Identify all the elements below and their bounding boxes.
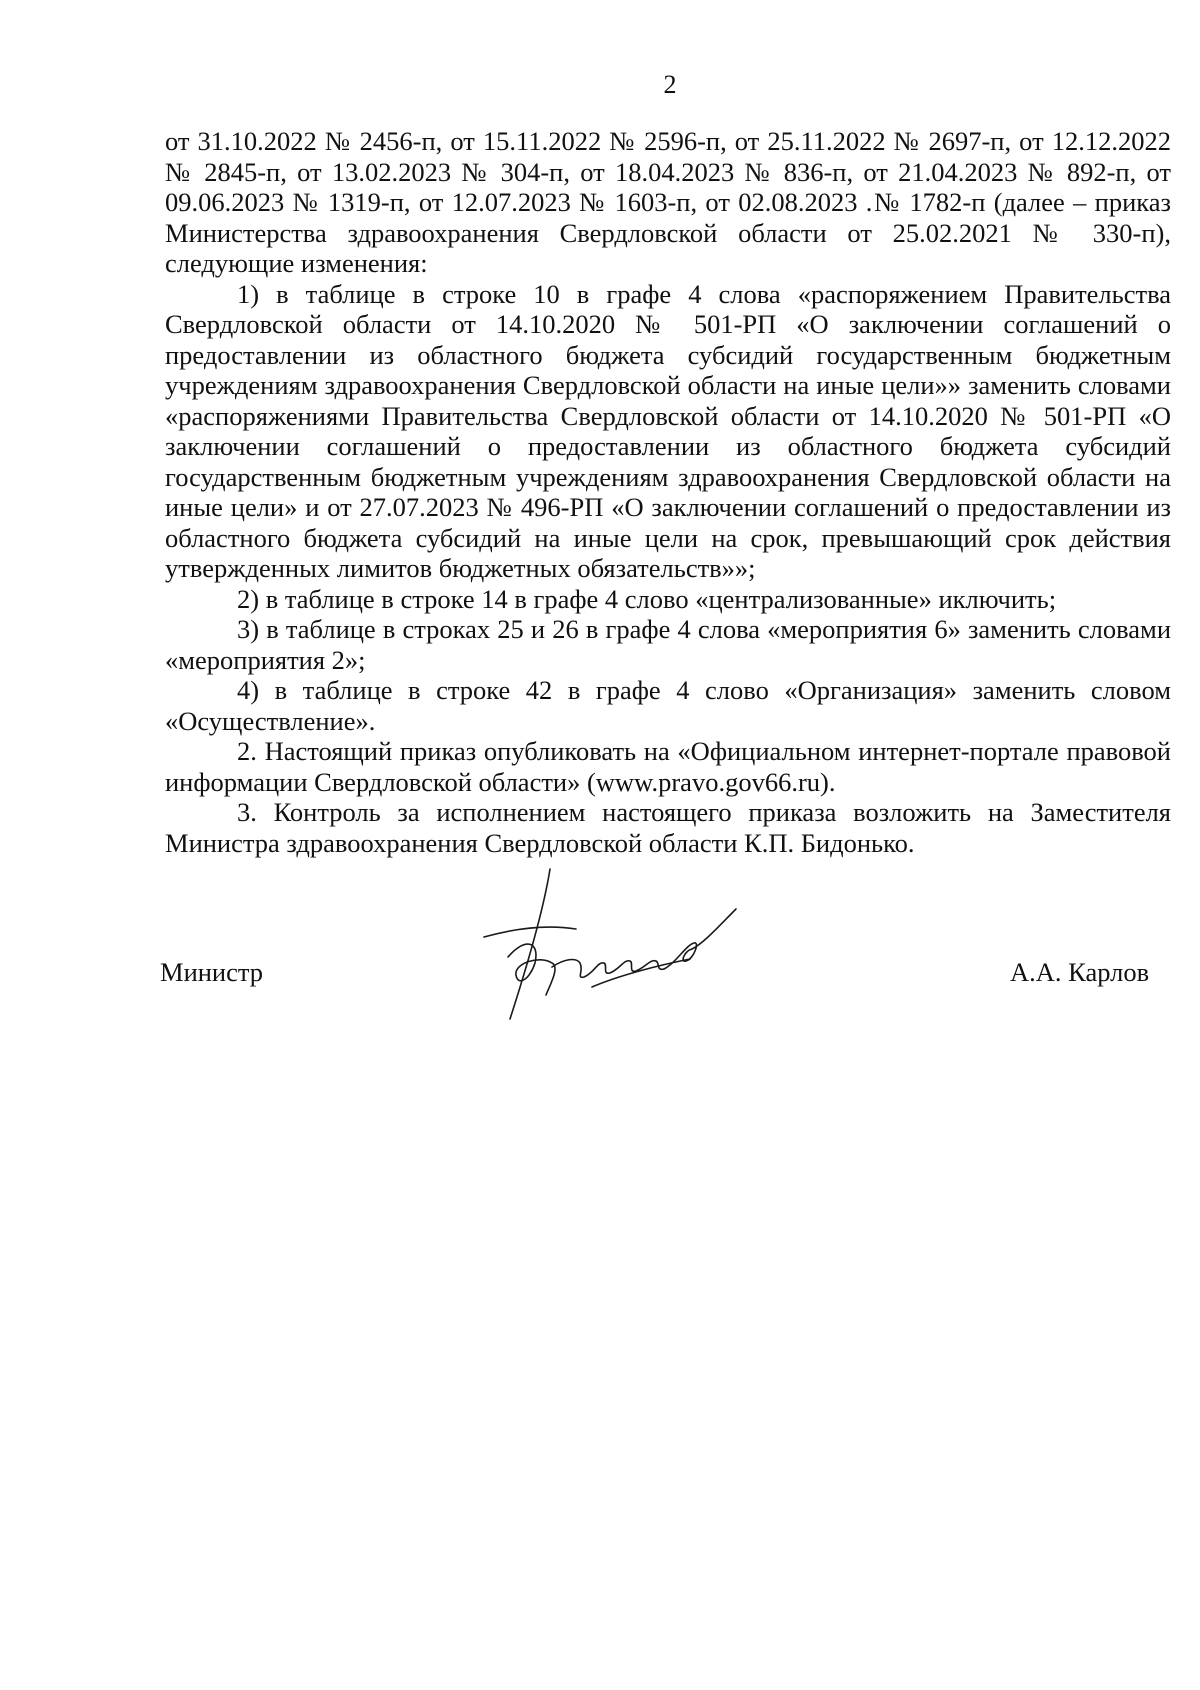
paragraph-item-2: 2. Настоящий приказ опубликовать на «Официальном интернет-портале правовой информации Свердловской области» (www.pravo.gov66.ru). bbox=[165, 736, 1171, 797]
document-body bbox=[165, 126, 1171, 858]
paragraph-item-1-4: 4) в таблице в строке 42 в графе 4 слово «Организация» заменить словом «Осуществление». bbox=[165, 675, 1171, 736]
paragraph-item-1-1: 1) в таблице в строке 10 в графе 4 слова «распоряжением Правительства Свердловской области от 14.10.2020 № 501-РП «О заключении соглашений о предоставлении из областного бюджета субсидий государственным бюджетным учреждениям здравоохранения Свердловской области на иные цели»» заменить словами «распоряжениями Правительства Свердловской области от 14.10.2020 № 501-РП «О заключении соглашений о предоставлении из областного бюджета субсидий государственным бюджетным учреждениям здравоохранения Свердловской области на иные цели» и от 27.07.2023 № 496-РП «О заключении соглашений о предоставлении из областного бюджета субсидий на иные цели на срок, превышающий срок действия утвержденных лимитов бюджетных обязательств»»; bbox=[165, 278, 1171, 583]
paragraph-intro: от 31.10.2022 № 2456-п, от 15.11.2022 № 2596-п, от 25.11.2022 № 2697-п, от 12.12.2022 № 2845-п, от 13.02.2023 № 304-п, от 18.04.2023 № 836-п, от 21.04.2023 № 892-п, от 09.06.2023 № 1319-п, от 12.07.2023 № 1603-п, от 02.08.2023 .№ 1782-п (далее – приказ Министерства здравоохранения Свердловской области от 25.02.2021 № 330-п), следующие изменения: bbox=[165, 126, 1171, 278]
handwritten-signature bbox=[480, 867, 750, 1027]
paragraph-item-1-3: 3) в таблице в строках 25 и 26 в графе 4 слова «мероприятия 6» заменить словами «мероприятия 2»; bbox=[165, 614, 1171, 675]
page-number: 2 bbox=[663, 70, 677, 99]
paragraph-item-3: 3. Контроль за исполнением настоящего приказа возложить на Заместителя Министра здравоохранения Свердловской области К.П. Бидонько. bbox=[165, 797, 1171, 858]
signatory-position: Министр bbox=[160, 957, 264, 987]
signature-block bbox=[0, 885, 1200, 1045]
signatory-name: А.А. Карлов bbox=[1010, 957, 1150, 987]
paragraph-item-1-2: 2) в таблице в строке 14 в графе 4 слово «централизованные» иключить; bbox=[237, 583, 1057, 614]
